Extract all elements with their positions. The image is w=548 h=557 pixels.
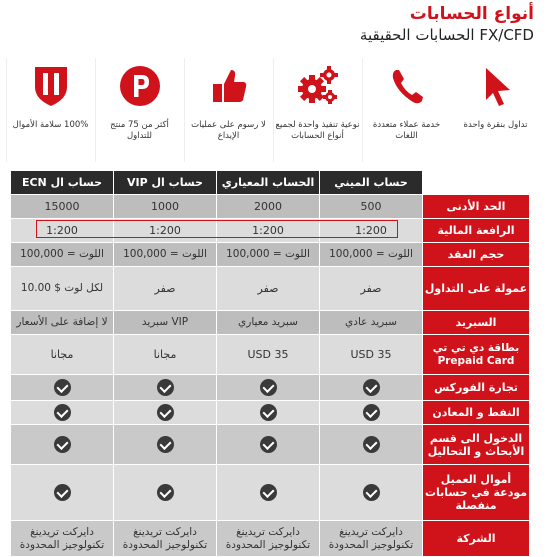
table-cell xyxy=(320,425,423,465)
table-row xyxy=(11,521,530,557)
table-row xyxy=(11,401,530,425)
column-header-standard: الحساب المعياري xyxy=(217,171,320,195)
column-header-mini: حساب الميني xyxy=(320,171,423,195)
feature-no-deposit-fee xyxy=(184,58,273,162)
table-cell: اللوت = 100,000 xyxy=(217,243,320,267)
cursor-icon xyxy=(451,62,540,110)
table-cell: 2000 xyxy=(217,195,320,219)
checkmark-icon xyxy=(157,484,174,501)
table-cell: مجانا xyxy=(114,335,217,375)
table-cell: دايركت تريدينغ تكنولوجيز المحدودة xyxy=(114,521,217,557)
row-label: السبريد xyxy=(423,311,530,335)
p-circle-icon xyxy=(95,62,184,110)
checkmark-icon xyxy=(54,484,71,501)
feature-text: خدمة عملاء متعددة اللغات xyxy=(372,120,441,141)
table-cell: لا إضافة على الأسعار xyxy=(11,311,114,335)
table-cell: دايركت تريدينغ تكنولوجيز المحدودة xyxy=(320,521,423,557)
phone-icon xyxy=(362,62,451,110)
table-cell: 1:200 xyxy=(114,219,217,243)
table-cell xyxy=(11,375,114,401)
table-cell: 35 USD xyxy=(320,335,423,375)
table-cell: سبريد معياري xyxy=(217,311,320,335)
table-cell: لكل لوت $ 10.00 xyxy=(11,267,114,311)
feature-text: لا رسوم على عمليات الإيداع xyxy=(191,120,266,141)
table-cell xyxy=(217,465,320,521)
feature-text: نوعية تنفيذ واحدة لجميع أنواع الحسابات xyxy=(275,120,360,141)
checkmark-icon xyxy=(363,436,380,453)
feature-multilingual xyxy=(362,58,451,162)
table-cell: 1:200 xyxy=(320,219,423,243)
checkmark-icon xyxy=(157,379,174,396)
checkmark-icon xyxy=(363,484,380,501)
column-header-vip: حساب ال VIP xyxy=(114,171,217,195)
row-label: بطاقة دي تي تي Prepaid Card xyxy=(423,335,530,375)
table-row xyxy=(11,243,530,267)
feature-products xyxy=(95,58,184,162)
table-cell: دايركت تريدينغ تكنولوجيز المحدودة xyxy=(217,521,320,557)
table-row xyxy=(11,267,530,311)
table-cell: صفر xyxy=(217,267,320,311)
checkmark-icon xyxy=(260,484,277,501)
leverage-highlight-box xyxy=(36,220,398,238)
table-cell xyxy=(217,425,320,465)
table-cell xyxy=(114,425,217,465)
table-cell xyxy=(217,401,320,425)
checkmark-icon xyxy=(363,379,380,396)
table-cell: 500 xyxy=(320,195,423,219)
row-label: النفط و المعادن xyxy=(423,401,530,425)
table-cell xyxy=(11,401,114,425)
table-cell xyxy=(114,465,217,521)
checkmark-icon xyxy=(157,404,174,421)
table-cell xyxy=(320,401,423,425)
table-cell xyxy=(217,375,320,401)
row-label: تجارة الفوركس xyxy=(423,375,530,401)
checkmark-icon xyxy=(363,404,380,421)
table-row xyxy=(11,335,530,375)
table-cell: صفر xyxy=(320,267,423,311)
feature-execution xyxy=(273,58,362,162)
table-cell: 1000 xyxy=(114,195,217,219)
column-header-ecn: حساب ال ECN xyxy=(11,171,114,195)
thumbs-up-icon xyxy=(184,62,273,110)
table-cell: اللوت = 100,000 xyxy=(114,243,217,267)
table-cell: 1:200 xyxy=(217,219,320,243)
feature-funds-safety xyxy=(6,58,95,162)
checkmark-icon xyxy=(260,436,277,453)
table-row xyxy=(11,425,530,465)
row-label: الرافعة المالية xyxy=(423,219,530,243)
table-cell xyxy=(320,465,423,521)
table-cell: 1:200 xyxy=(11,219,114,243)
table-cell xyxy=(114,375,217,401)
table-row xyxy=(11,375,530,401)
row-label: الحد الأدنى xyxy=(423,195,530,219)
row-label: حجم العقد xyxy=(423,243,530,267)
table-row xyxy=(11,195,530,219)
page-title: أنواع الحسابات xyxy=(409,4,534,24)
table-cell xyxy=(114,401,217,425)
row-label: عمولة على التداول xyxy=(423,267,530,311)
table-cell: 15000 xyxy=(11,195,114,219)
checkmark-icon xyxy=(54,379,71,396)
row-label: الدخول الى قسم الأبحاث و التحاليل xyxy=(423,425,530,465)
table-cell: صفر xyxy=(114,267,217,311)
row-label: أموال العميل مودعة في حسابات منفصلة xyxy=(423,465,530,521)
table-cell xyxy=(11,425,114,465)
features-strip xyxy=(6,58,540,162)
table-cell: اللوت = 100,000 xyxy=(11,243,114,267)
checkmark-icon xyxy=(260,404,277,421)
checkmark-icon xyxy=(260,379,277,396)
gears-icon xyxy=(273,62,362,110)
checkmark-icon xyxy=(157,436,174,453)
table-cell: اللوت = 100,000 xyxy=(320,243,423,267)
table-cell: مجانا xyxy=(11,335,114,375)
table-header-row xyxy=(11,171,530,195)
page-subtitle: الحسابات الحقيقية FX/CFD xyxy=(359,26,534,44)
feature-text: أكثر من 75 منتج للتداول xyxy=(110,120,169,141)
table-cell: سبريد عادي xyxy=(320,311,423,335)
table-row xyxy=(11,311,530,335)
row-label: الشركة xyxy=(423,521,530,557)
feature-text: تداول بنقرة واحدة xyxy=(463,120,528,130)
feature-text: 100% سلامة الأموال xyxy=(12,120,89,130)
checkmark-icon xyxy=(54,404,71,421)
feature-one-click xyxy=(451,58,540,162)
table-cell: VIP سبريد xyxy=(114,311,217,335)
checkmark-icon xyxy=(54,436,71,453)
table-cell xyxy=(11,465,114,521)
shield-icon xyxy=(6,62,95,110)
table-cell: 35 USD xyxy=(217,335,320,375)
table-cell: دايركت تريدينغ تكنولوجيز المحدودة xyxy=(11,521,114,557)
table-cell xyxy=(320,375,423,401)
table-row xyxy=(11,465,530,521)
